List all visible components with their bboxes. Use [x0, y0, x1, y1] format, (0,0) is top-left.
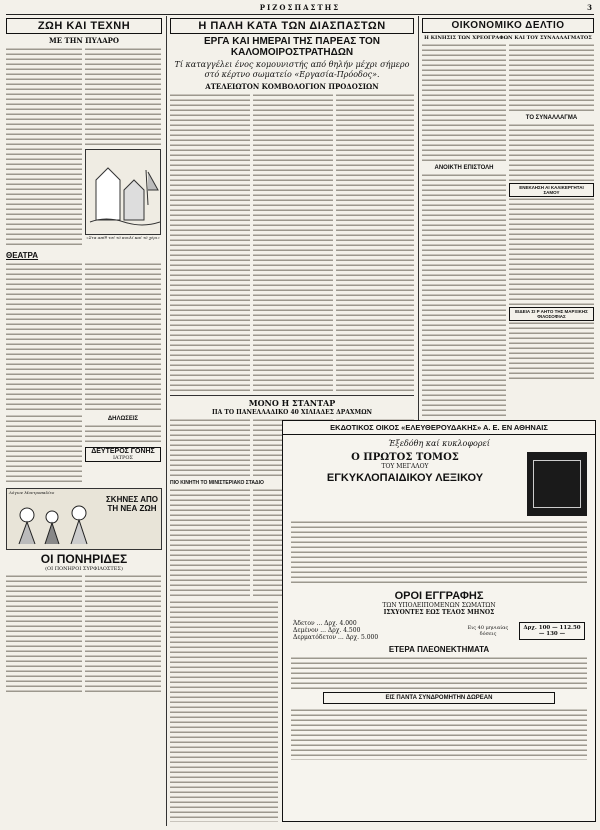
article-body-text [170, 488, 250, 598]
letter-heading: ΑΝΟΙΚΤΗ ΕΠΙΣΤΟΛΗ [434, 165, 494, 171]
encyclopedia-title: ΕΓΚΥΚΛΟΠΑΙΔΙΚΟΥ ΛΕΞΙΚΟΥ [326, 472, 484, 484]
article-body-text [422, 43, 506, 163]
banner-main: ΕΡΓΑ ΚΑΙ ΗΜΕΡΑΙ ΤΗΣ ΠΑΡΕΑΣ ΤΟΝ ΚΑΛΟΜΟΙΡΟΣΤΡΑΤΗΔΩΝ [203, 36, 380, 58]
article-body-text [509, 43, 594, 113]
samos-heading: ΕΝΕΚΛΗΣΗ ΑΙ ΚΑΛΙΚΕΡΓΗΤΑΙ ΣΑΜΟΥ [509, 183, 594, 197]
catch-line: ΑΤΕΛΕΙΩΤΟΝ ΚΟΜΒΟΛΟΓΙΟΝ ΠΡΟΔΟΣΙΩΝ [205, 82, 379, 91]
column-rule [418, 16, 419, 436]
notices-heading: ΔΗΛΩΣΕΙΣ [107, 416, 139, 422]
volume-label: Ο ΠΡΩΤΟΣ ΤΟΜΟΣ [351, 452, 459, 463]
article-body-text [6, 414, 82, 484]
article-body-text [336, 93, 414, 393]
monthly-prices: Δρχ. 100 — 112.50 — 130 — [519, 622, 585, 640]
ad-body-text [291, 520, 587, 586]
book-cover-image [527, 452, 587, 516]
installments-note: Εις 40 μηνιαίας δόσεις [467, 624, 509, 637]
column-rule [166, 16, 167, 826]
banner-italic: Τί καταγγέλει ένος κομουνιστής από θηλήν μέχρι σήμερο στό κέρτνο σωματείο «Εργασία-Πρόοδος». [174, 60, 410, 79]
benefits-heading: ΕΤΕΡΑ ΠΛΕΟΝΕΚΤΗΜΑΤΑ [388, 645, 490, 654]
harbor-sketch-icon [86, 150, 161, 234]
cartoon-headline: ΟΙ ΠΟΝΗΡΙΔΕΣ [40, 552, 128, 566]
masthead [6, 2, 594, 15]
article-body-text [85, 262, 161, 412]
price-bound: Δεμένον ... Δρχ. 4.500 [293, 627, 361, 634]
article-title-pylaro: ΜΕ ΤΗΝ ΠΥΛΑΡΟ [48, 36, 119, 45]
terms-heading: ΟΡΟΙ ΕΓΓΡΑΦΗΣ [394, 590, 484, 602]
ad-footer-text [291, 708, 587, 760]
article-body-text [170, 418, 250, 478]
terms-validity: ΙΣΧΥΟΝΤΕΣ ΕΩΣ ΤΕΛΟΣ ΜΗΝΟΣ [383, 609, 495, 616]
section-heading: ΠΙΟ ΚΙΝΗΤΗ ΤΟ ΜΙΝΙΣΤΕΡΙΑΚΟ ΣΤΑΔΙΟ [170, 480, 264, 486]
article-body-text [170, 93, 250, 393]
article-body-text [85, 574, 161, 694]
doctor-name: ΔΕΥΤΕΡΟΣ ΓΟΝΗΣ [91, 448, 155, 455]
cartoon-attribution: Λόγιον Μοντροπαλίεο [9, 490, 55, 495]
article-body-text [170, 600, 278, 822]
standard-headline: ΜΟΝΟ Η ΣΤΑΝΤΑΡ [248, 398, 336, 408]
letter-text [422, 173, 506, 418]
encyclopedia-advertisement [282, 420, 596, 822]
cartoon-title: ΣΚΗΝΕΣ ΑΠΟ ΤΗ ΝΕΑ ΖΩΗ [106, 495, 158, 513]
publisher-name: ΕΚΔΟΤΙΚΟΣ ΟΙΚΟΣ «ΕΛΕΥΘΕΡΟΥΔΑΚΗΣ» Α. Ε. ΕΝ ΑΘΗΝΑΙΣ [283, 421, 595, 435]
cartoon-subtitle: (ΟΙ ΠΟΝΗΡΟΙ ΣΥΡΦΙΛΟΣΤΕΣ) [45, 566, 123, 572]
article-body-text [509, 123, 594, 183]
section-header-economy: ΟΙΚΟΝΟΜΙΚΟ ΔΕΛΤΙΟ [422, 18, 594, 33]
published-note: Έξεδόθη καί κυκλοφορεί [388, 439, 490, 448]
article-body-text [6, 47, 82, 247]
notices-text [85, 424, 161, 444]
doctor-ad [85, 447, 161, 462]
left-column [6, 18, 162, 826]
right-column [422, 18, 594, 418]
cartoon-strip [6, 488, 162, 550]
article-body-text [85, 47, 161, 147]
terms-subheading: ΤΩΝ ΥΠΟΛΕΙΠΟΜΕΝΩΝ ΣΩΜΑΤΩΝ [382, 602, 496, 609]
article-body-text [509, 321, 594, 381]
illustration-caption: «Στα απίθ τσί τό πουλί καί τό χέρι» [86, 235, 160, 240]
article-body-text [6, 574, 82, 694]
page-number: 3 [587, 3, 592, 12]
section-header-zoi: ΖΩΗ ΚΑΙ ΤΕΧΝΗ [6, 18, 162, 34]
article-body-text [509, 197, 594, 307]
illustration-harbor [85, 149, 161, 235]
doctor-title: ΙΑΤΡΟΣ [113, 455, 133, 461]
theatre-listings [6, 262, 82, 412]
marxism-heading: ΕΙΔΕΙΑ ΣΙ Ρ ΑΗΤΟ ΤΗΣ ΜΑΡΞΙΚΗΣ ΦΙΛΟΣΟΦΙΑΣ [509, 307, 594, 321]
gift-banner: ΕΙΣ ΠΑΝΤΑ ΣΥΝΔΡΟΜΗΤΗΝ ΔΩΡΕΑΝ [323, 692, 555, 704]
price-unbound: Άδετον ... Δρχ. 4.000 [293, 620, 357, 627]
of-label: ΤΟΥ ΜΕΓΑΛΟΥ [381, 463, 429, 470]
economy-subhead: Η ΚΙΝΗΣΙΣ ΤΩΝ ΧΡΕΟΓΡΑΦΩΝ ΚΑΙ ΤΟΥ ΣΥΝΑΛΛΑΓΜΑΤΟΣ [424, 35, 592, 41]
theatre-heading: ΘΕΑΤΡΑ [6, 251, 39, 260]
article-body-text [253, 93, 333, 393]
price-leather: Δερματόδετον ... Δρχ. 5.000 [293, 634, 379, 641]
exchange-heading: ΤΟ ΣΥΝΑΛΛΑΓΜΑ [525, 115, 578, 121]
ad-body-text [291, 656, 587, 690]
standard-subheadline: ΠΑ ΤΟ ΠΑΝΕΛΛΑΔΙΚΟ 40 ΧΙΛΙΑΔΕΣ ΔΡΑΧΜΩΝ [211, 409, 373, 416]
banner-top: Η ΠΑΛΗ ΚΑΤΑ ΤΩΝ ΔΙΑΣΠΑΣΤΩΝ [170, 18, 414, 34]
masthead-title: ΡΙΖΟΣΠΑΣΤΗΣ [259, 3, 341, 12]
